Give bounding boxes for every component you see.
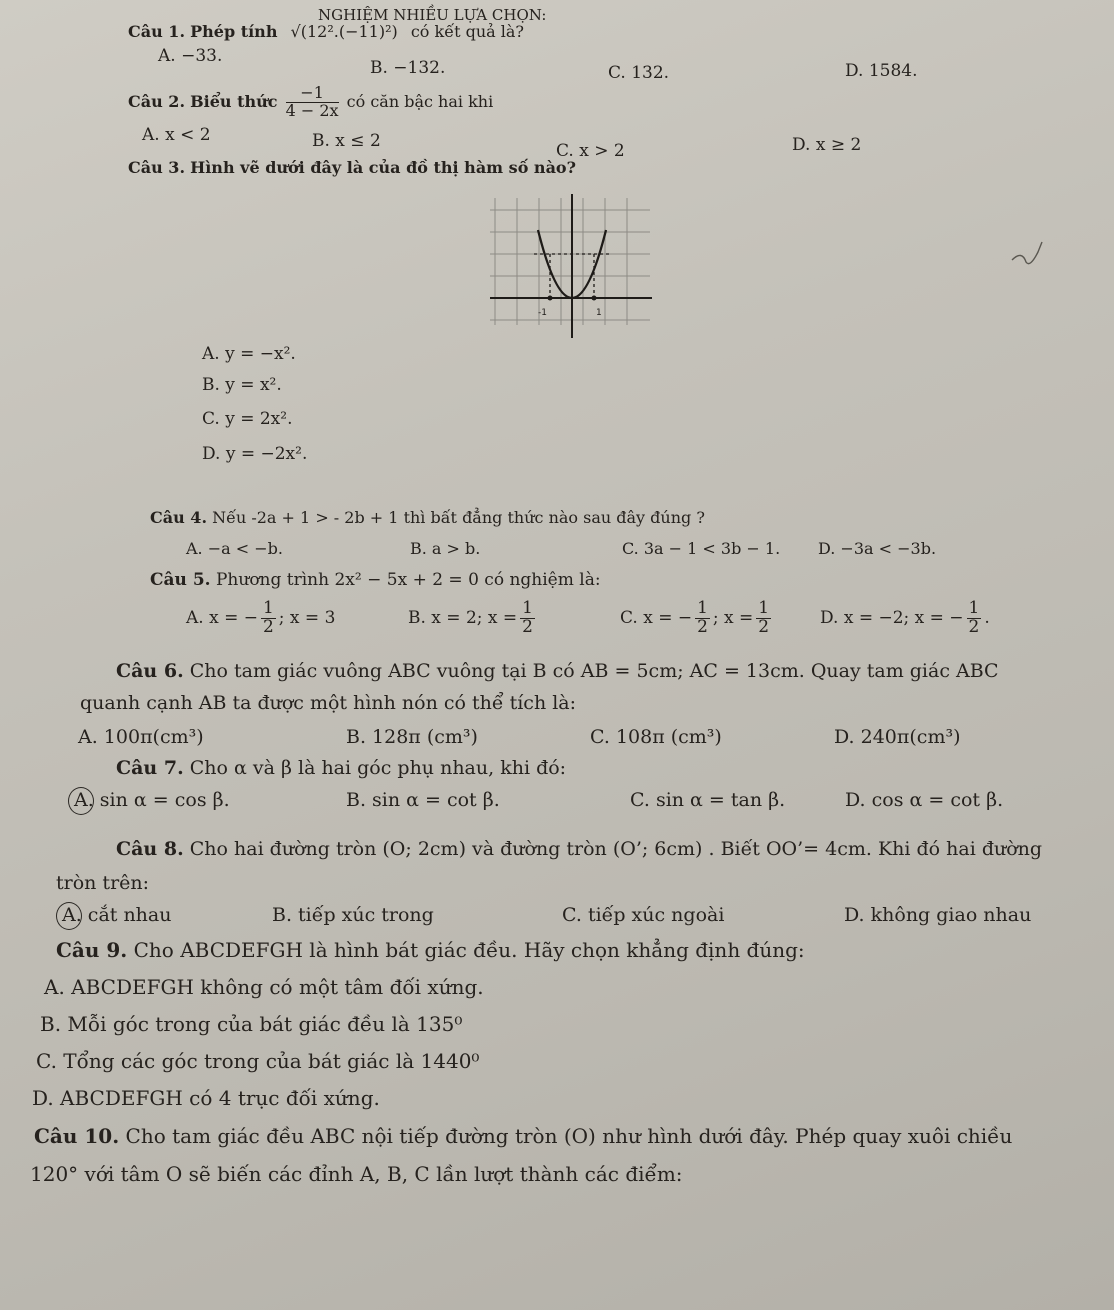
option-text: C. x = − [620, 607, 693, 628]
denominator: 4 − 2x [285, 100, 339, 120]
option-text: ; x = [712, 607, 754, 628]
question-number: Câu 1. [128, 22, 186, 41]
option-c: C. 108π (cm³) [590, 726, 722, 748]
fraction [756, 600, 771, 637]
question-number: Câu 6. [116, 660, 184, 682]
question-7 [116, 757, 566, 779]
option-c: C. x > 2 [556, 141, 625, 161]
option-a: A. ABCDEFGH không có một tâm đối xứng. [44, 975, 484, 999]
denominator: 2 [262, 616, 274, 637]
option-a: A. sin α = cos β. [74, 789, 230, 811]
question-6-line-2: quanh cạnh AB ta được một hình nón có thể tích là: [80, 692, 577, 714]
question-9 [56, 938, 805, 962]
option-a: A. cắt nhau [62, 904, 172, 926]
question-text: Cho α và β là hai góc phụ nhau, khi đó: [189, 757, 567, 779]
question-number: Câu 3. [128, 158, 186, 177]
question-text: Cho ABCDEFGH là hình bát giác đều. Hãy chọn khẳng định đúng: [133, 938, 805, 962]
option-c [620, 600, 774, 637]
question-10-line-2: 120° với tâm O sẽ biến các đỉnh A, B, C lần lượt thành các điểm: [30, 1162, 683, 1186]
question-5 [150, 570, 601, 590]
option-c: C. 3a − 1 < 3b − 1. [622, 539, 781, 558]
numerator: 1 [697, 598, 708, 618]
fraction [520, 600, 535, 637]
question-10 [34, 1124, 1012, 1148]
question-number: Câu 10. [34, 1124, 120, 1148]
question-text: Cho tam giác đều ABC nội tiếp đường tròn (O) như hình dưới đây. Phép quay xuôi chiều [125, 1124, 1013, 1148]
option-a [186, 600, 335, 637]
question-number: Câu 8. [116, 838, 184, 860]
numerator: 1 [262, 598, 274, 618]
numerator: 1 [968, 598, 980, 618]
question-text: có kết quả là? [410, 22, 524, 41]
question-6 [116, 660, 999, 682]
point-neg-1 [548, 296, 553, 301]
question-8-line-2: tròn trên: [56, 872, 150, 894]
option-c: C. sin α = tan β. [630, 789, 786, 811]
option-d: D. −3a < −3b. [818, 539, 937, 558]
option-d [820, 600, 990, 637]
option-a: A. y = −x². [202, 344, 296, 364]
math-expression: √(12².(−11)²) [290, 22, 398, 41]
graph-grid [490, 198, 650, 325]
option-a: A. x < 2 [142, 125, 211, 145]
question-text: có căn bậc hai khi [346, 91, 494, 111]
option-a: A. −33. [158, 46, 223, 66]
option-b: B. tiếp xúc trong [272, 904, 434, 926]
question-number: Câu 5. [150, 570, 211, 590]
denominator: 2 [968, 616, 980, 637]
option-d: D. x ≥ 2 [792, 135, 862, 155]
question-number: Câu 2. [128, 91, 186, 111]
option-c: C. y = 2x². [202, 409, 293, 429]
option-b: B. y = x². [202, 375, 282, 395]
section-header: NGHIỆM NHIỀU LỰA CHỌN: [318, 6, 547, 24]
option-text: A. x = − [186, 607, 258, 628]
option-b: B. a > b. [410, 539, 481, 558]
option-b: B. Mỗi góc trong của bát giác đều là 135⁰ [40, 1012, 463, 1036]
question-text: Hình vẽ dưới đây là của đồ thị hàm số nào? [190, 158, 576, 177]
question-4 [150, 508, 705, 527]
fraction [286, 85, 339, 120]
option-text: . [984, 607, 990, 628]
option-c: C. tiếp xúc ngoài [562, 904, 725, 926]
option-b: B. 128π (cm³) [346, 726, 478, 748]
question-3 [128, 158, 576, 177]
parabola-graph [490, 190, 660, 338]
question-number: Câu 9. [56, 938, 128, 962]
label-pos-1: 1 [596, 308, 602, 318]
fraction [967, 600, 982, 637]
question-1 [128, 22, 524, 41]
question-text: Biểu thức [190, 91, 278, 111]
question-number: Câu 4. [150, 508, 208, 527]
option-c: C. 132. [608, 63, 670, 83]
option-text: B. x = 2; x = [408, 607, 518, 628]
point-pos-1 [592, 296, 597, 301]
option-d: D. cos α = cot β. [845, 789, 1004, 811]
option-d: D. ABCDEFGH có 4 trục đối xứng. [32, 1086, 380, 1110]
denominator: 2 [758, 616, 770, 637]
numerator: −1 [286, 85, 339, 103]
question-text: Cho tam giác vuông ABC vuông tại B có AB = 5cm; AC = 13cm. Quay tam giác ABC [189, 660, 999, 682]
option-c: C. Tổng các góc trong của bát giác là 1440⁰ [36, 1049, 480, 1073]
option-text: D. x = −2; x = − [820, 607, 964, 628]
option-a: A. −a < −b. [186, 539, 283, 558]
question-text: Cho hai đường tròn (O; 2cm) và đường tròn (O’; 6cm) . Biết OO’= 4cm. Khi đó hai đường [189, 838, 1043, 860]
question-2 [128, 85, 493, 120]
option-b: B. sin α = cot β. [346, 789, 500, 811]
question-number: Câu 7. [116, 757, 184, 779]
option-b: B. x ≤ 2 [312, 131, 381, 151]
option-d: D. 240π(cm³) [834, 726, 961, 748]
question-text: Phương trình 2x² − 5x + 2 = 0 có nghiệm là: [215, 570, 601, 590]
numerator: 1 [758, 598, 770, 618]
denominator: 2 [522, 616, 533, 637]
option-a: A. 100π(cm³) [78, 726, 204, 748]
label-neg-1: -1 [538, 308, 547, 318]
question-text: Phép tính [190, 22, 278, 41]
question-text: Nếu -2a + 1 > - 2b + 1 thì bất đẳng thức nào sau đây đúng ? [212, 508, 705, 527]
fraction [261, 600, 276, 637]
option-d: D. 1584. [845, 61, 918, 81]
option-d: D. không giao nhau [844, 904, 1032, 926]
numerator: 1 [522, 598, 533, 618]
option-text: ; x = 3 [278, 607, 336, 628]
option-b: B. −132. [370, 58, 446, 78]
denominator: 2 [697, 616, 708, 637]
fraction [695, 600, 710, 637]
option-b [408, 600, 538, 637]
option-d: D. y = −2x². [202, 444, 308, 464]
pen-scribble [1008, 238, 1050, 270]
question-8 [116, 838, 1042, 860]
